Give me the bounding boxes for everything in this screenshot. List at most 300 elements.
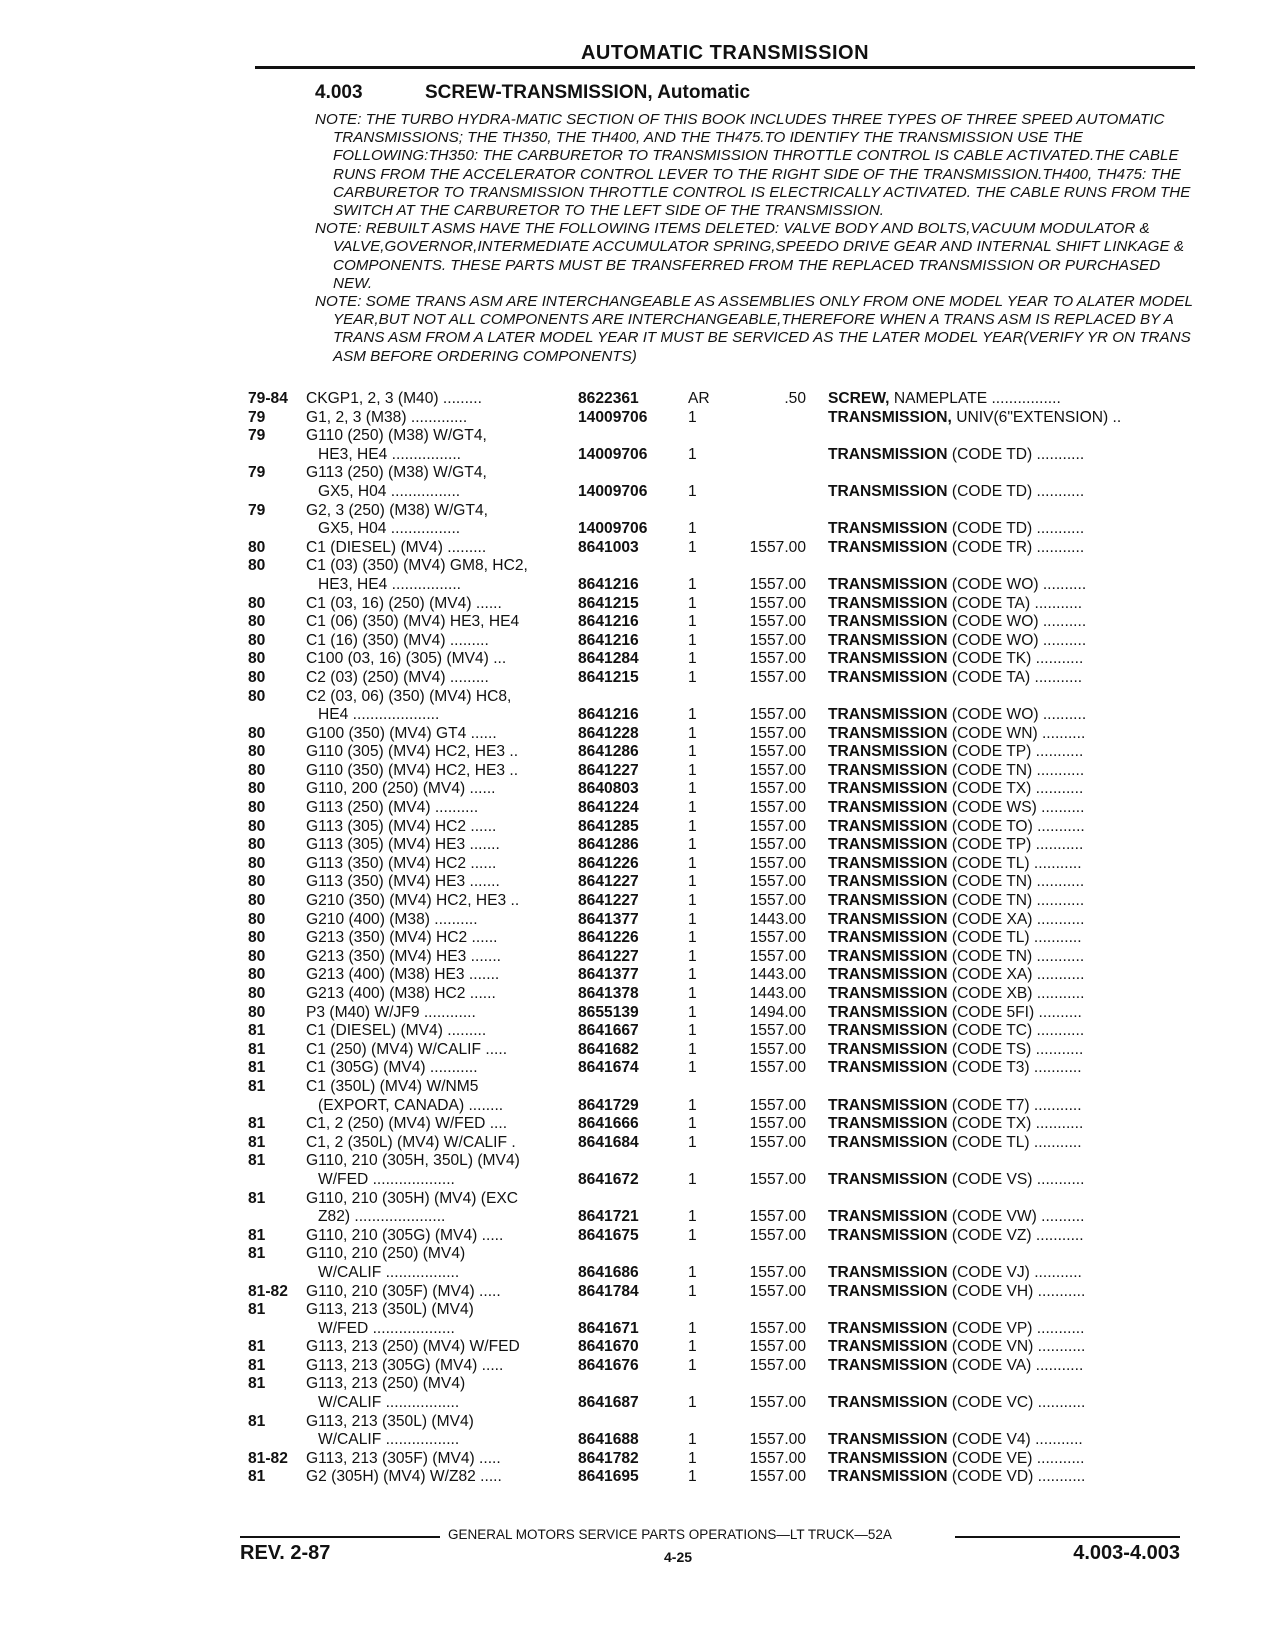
model-year: 80: [248, 613, 266, 631]
table-row: [0, 1152, 1280, 1189]
part-detail: (CODE TL) ...........: [947, 929, 1082, 947]
model-year: 81: [248, 1059, 266, 1077]
part-number: 8641377: [578, 910, 639, 928]
table-row: [0, 929, 1280, 948]
price: 1557.00: [749, 1282, 806, 1300]
part-detail: (CODE TL) ...........: [947, 1133, 1082, 1151]
model-application: [306, 929, 578, 948]
table-row: [0, 650, 1280, 669]
part-detail: (CODE TD) ...........: [947, 445, 1085, 463]
part-name: TRANSMISSION: [828, 445, 948, 463]
part-name: TRANSMISSION: [828, 966, 948, 984]
part-description: [806, 539, 1198, 558]
part-detail: (CODE VZ) ...........: [947, 1226, 1084, 1244]
part-number: 8641224: [578, 799, 639, 817]
part-description: [806, 1338, 1198, 1357]
part-description: [806, 1115, 1198, 1134]
quantity: 1: [688, 1394, 697, 1412]
part-description: [806, 873, 1198, 892]
part-name: TRANSMISSION: [828, 1394, 948, 1412]
part-number: 8641215: [578, 594, 639, 612]
part-detail: (CODE TP) ...........: [947, 836, 1084, 854]
model-line: G213 (400) (M38) HE3 .......: [306, 966, 500, 984]
part-detail: (CODE TN) ...........: [947, 761, 1085, 779]
model-application: [306, 539, 578, 558]
model-line: C1 (16) (350) (MV4) .........: [306, 631, 489, 649]
part-description: [806, 1283, 1198, 1302]
price: 1557.00: [749, 1115, 806, 1133]
model-application: [306, 855, 578, 874]
part-description: [806, 1171, 1198, 1190]
part-detail: (CODE WO) ..........: [947, 631, 1087, 649]
model-line: G113, 213 (350L) (MV4): [306, 1412, 474, 1430]
model-year: 81: [248, 1152, 266, 1170]
part-description: [806, 929, 1198, 948]
price: 1557.00: [749, 594, 806, 612]
model-application: [306, 966, 578, 985]
table-row: [0, 1134, 1280, 1153]
part-detail: (CODE 5FI) ..........: [947, 1003, 1082, 1021]
part-name: SCREW,: [828, 390, 890, 407]
model-line: G2 (305H) (MV4) W/Z82 .....: [306, 1468, 502, 1486]
model-line: G213 (350) (MV4) HE3 .......: [306, 947, 501, 965]
part-detail: (CODE TN) ...........: [947, 873, 1085, 891]
part-detail: (CODE TK) ...........: [947, 650, 1084, 668]
model-line: C1 (250) (MV4) W/CALIF .....: [306, 1040, 508, 1058]
part-name: TRANSMISSION: [828, 1338, 948, 1356]
part-name: TRANSMISSION: [828, 1319, 948, 1337]
part-name: TRANSMISSION: [828, 631, 948, 649]
model-application: [306, 427, 578, 464]
quantity: 1: [688, 575, 697, 593]
part-name: TRANSMISSION: [828, 1003, 948, 1021]
header-rule: [255, 66, 1195, 69]
table-row: [0, 892, 1280, 911]
quantity: 1: [688, 445, 697, 463]
part-description: [806, 762, 1198, 781]
part-number: 8641667: [578, 1022, 639, 1040]
price: 1557.00: [749, 631, 806, 649]
model-line: C1, 2 (350L) (MV4) W/CALIF .: [306, 1133, 516, 1151]
quantity: 1: [688, 1096, 697, 1114]
model-application: [306, 409, 578, 428]
footer-publisher: GENERAL MOTORS SERVICE PARTS OPERATIONS—LT TRUCK—52A: [448, 1527, 892, 1542]
model-line: G113 (250) (MV4) ..........: [306, 799, 479, 817]
model-line: G110 (250) (M38) W/GT4,: [306, 427, 487, 445]
table-row: [0, 669, 1280, 688]
price: 1557.00: [749, 892, 806, 910]
part-number: 14009706: [578, 445, 648, 463]
model-year: 81: [248, 1077, 266, 1095]
part-detail: (CODE XB) ...........: [947, 985, 1085, 1002]
part-name: TRANSMISSION: [828, 1059, 948, 1077]
price: 1494.00: [749, 1003, 806, 1021]
quantity: 1: [688, 873, 697, 891]
model-line: G210 (400) (M38) ..........: [306, 910, 478, 928]
footer-section-range: 4.003-4.003: [1073, 1542, 1180, 1564]
model-year: 79: [248, 408, 266, 426]
quantity: 1: [688, 1115, 697, 1133]
model-application: [306, 1283, 578, 1302]
part-description: [806, 836, 1198, 855]
model-line: W/CALIF .................: [318, 1431, 460, 1449]
part-detail: (CODE WN) ..........: [947, 724, 1086, 742]
part-detail: (CODE VP) ...........: [947, 1319, 1085, 1337]
part-description: [806, 799, 1198, 818]
part-detail: (CODE VC) ...........: [947, 1394, 1086, 1412]
section-name: SCREW-TRANSMISSION, Automatic: [425, 82, 751, 103]
footer-revision: REV. 2-87: [240, 1542, 331, 1564]
part-name: TRANSMISSION: [828, 817, 948, 835]
price: 1557.00: [749, 1059, 806, 1077]
model-line: C1 (03, 16) (250) (MV4) ......: [306, 594, 502, 612]
price: 1557.00: [749, 947, 806, 965]
note-1: NOTE: THE TURBO HYDRA-MATIC SECTION OF THIS BOOK INCLUDES THREE TYPES OF THREE SPEED AUTOMATIC TRANSMISSIONS; THE TH350, THE TH400, AND THE TH475.TO IDENTIFY THE TRANSMISSION USE THE FOLLOWING:TH350: THE CARBURETOR TO TRANSMISSION THROTTLE CONTROL IS CABLE ACTIVATED.THE CABLE RUNS FROM THE ACCELERATOR CONTROL LEVER TO THE RIGHT SIDE OF THE TRANSMISSION.TH400, TH475: THE CARBURETOR TO TRANSMISSION THROTTLE CONTROL IS ELECTRICALLY ACTIVATED. THE CABLE RUNS FROM THE SWITCH AT THE CARBURETOR TO THE LEFT SIDE OF THE TRANSMISSION.: [315, 111, 1191, 220]
price: 1557.00: [749, 1449, 806, 1467]
part-name: TRANSMISSION: [828, 1431, 948, 1449]
price: 1557.00: [749, 929, 806, 947]
model-line: W/CALIF .................: [318, 1263, 460, 1281]
price: 1557.00: [749, 1022, 806, 1040]
part-number: 8641684: [578, 1133, 639, 1151]
quantity: 1: [688, 910, 697, 928]
quantity: 1: [688, 1226, 697, 1244]
part-detail: (CODE TA) ...........: [947, 594, 1083, 612]
price: 1557.00: [749, 706, 806, 724]
table-row: [0, 873, 1280, 892]
part-number: 8641666: [578, 1115, 639, 1133]
table-row: [0, 948, 1280, 967]
model-line: W/CALIF .................: [318, 1394, 460, 1412]
section-title: [315, 82, 750, 104]
table-row: [0, 1022, 1280, 1041]
price: 1557.00: [749, 668, 806, 686]
model-line: G113 (305) (MV4) HE3 .......: [306, 836, 500, 854]
model-application: [306, 390, 578, 409]
model-line: W/FED ...................: [318, 1170, 455, 1188]
table-row: [0, 1190, 1280, 1227]
part-number: 14009706: [578, 520, 648, 538]
model-application: [306, 948, 578, 967]
part-detail: (CODE VH) ...........: [947, 1282, 1086, 1300]
price: 1443.00: [749, 985, 806, 1002]
part-name: TRANSMISSION: [828, 1115, 948, 1133]
part-description: [806, 1450, 1198, 1469]
part-detail: (CODE VN) ...........: [947, 1338, 1086, 1356]
part-detail: (CODE WO) ..........: [947, 575, 1087, 593]
table-row: [0, 1301, 1280, 1338]
model-application: [306, 873, 578, 892]
model-application: [306, 911, 578, 930]
table-row: [0, 1115, 1280, 1134]
part-detail: (CODE VS) ...........: [947, 1170, 1085, 1188]
model-year: 80: [248, 929, 266, 947]
part-description: [806, 725, 1198, 744]
price: 1557.00: [749, 873, 806, 891]
model-application: [306, 1022, 578, 1041]
model-year: 81: [248, 1338, 266, 1356]
model-line: G113, 213 (305G) (MV4) .....: [306, 1356, 504, 1374]
part-detail: (CODE VE) ...........: [947, 1449, 1085, 1467]
model-application: [306, 1245, 578, 1282]
price: 1557.00: [749, 1263, 806, 1281]
part-description: [806, 669, 1198, 688]
part-number: 8641227: [578, 947, 639, 965]
part-description: [806, 1227, 1198, 1246]
model-year: 80: [248, 873, 266, 891]
model-application: [306, 502, 578, 539]
price: 1557.00: [749, 1356, 806, 1374]
part-number: 8641226: [578, 929, 639, 947]
part-description: [806, 706, 1198, 725]
table-row: [0, 427, 1280, 464]
part-detail: (CODE TX) ...........: [947, 780, 1084, 798]
part-number: 8641227: [578, 761, 639, 779]
model-application: [306, 1115, 578, 1134]
model-line: G113, 213 (350L) (MV4): [306, 1301, 474, 1319]
model-application: [306, 836, 578, 855]
part-detail: (CODE VW) ..........: [947, 1208, 1085, 1226]
part-number: 8641671: [578, 1319, 639, 1337]
part-name: TRANSMISSION: [828, 1208, 948, 1226]
model-year: 81: [248, 1468, 266, 1486]
quantity: 1: [688, 1338, 697, 1356]
part-number: 8641285: [578, 817, 639, 835]
part-detail: (CODE T3) ...........: [947, 1059, 1082, 1077]
model-application: [306, 725, 578, 744]
part-description: [806, 1320, 1198, 1339]
model-year: 80: [248, 687, 266, 705]
model-year: 80: [248, 724, 266, 742]
part-description: [806, 1041, 1198, 1060]
model-line: G113, 213 (250) (MV4) W/FED: [306, 1338, 520, 1356]
model-year: 81: [248, 1226, 266, 1244]
model-year: 81: [248, 1412, 266, 1430]
part-name: TRANSMISSION: [828, 1468, 948, 1486]
quantity: 1: [688, 854, 697, 872]
model-application: [306, 1041, 578, 1060]
part-name: TRANSMISSION: [828, 594, 948, 612]
part-number: 8641688: [578, 1431, 639, 1449]
part-number: 8655139: [578, 1003, 639, 1021]
part-name: TRANSMISSION: [828, 1040, 948, 1058]
part-detail: (CODE TD) ...........: [947, 520, 1085, 538]
model-year: 79: [248, 427, 266, 445]
quantity: 1: [688, 743, 697, 761]
model-line: G113 (350) (MV4) HC2 ......: [306, 854, 497, 872]
quantity: 1: [688, 1208, 697, 1226]
table-row: [0, 725, 1280, 744]
part-description: [806, 446, 1198, 465]
model-application: [306, 1468, 578, 1487]
part-number: 8640803: [578, 780, 639, 798]
part-description: [806, 483, 1198, 502]
quantity: 1: [688, 1356, 697, 1374]
quantity: 1: [688, 1040, 697, 1058]
price: 1557.00: [749, 724, 806, 742]
note-2: NOTE: REBUILT ASMS HAVE THE FOLLOWING ITEMS DELETED: VALVE BODY AND BOLTS,VACUUM MODULATOR & VALVE,GOVERNOR,INTERMEDIATE ACCUMULATOR SPRING,SPEEDO DRIVE GEAR AND INTERNAL SHIFT LINKAGE & COMPONENTS. THESE PARTS MUST BE TRANSFERRED FROM THE REPLACED TRANSMISSION OR PURCHASED NEW.: [315, 220, 1184, 292]
quantity: 1: [688, 631, 697, 649]
model-application: [306, 557, 578, 594]
footer-rule-left: [240, 1536, 440, 1538]
quantity: AR: [688, 390, 710, 407]
quantity: 1: [688, 538, 697, 556]
parts-table: [0, 390, 1280, 1487]
model-line: G1, 2, 3 (M38) .............: [306, 408, 468, 426]
price: 1557.00: [749, 761, 806, 779]
part-name: TRANSMISSION: [828, 1226, 948, 1244]
quantity: 1: [688, 1319, 697, 1337]
part-name: TRANSMISSION: [828, 1263, 948, 1281]
model-application: [306, 1134, 578, 1153]
price: 1557.00: [749, 613, 806, 631]
part-number: 8641226: [578, 854, 639, 872]
table-row: [0, 595, 1280, 614]
part-description: [806, 1264, 1198, 1283]
model-line: G213 (350) (MV4) HC2 ......: [306, 929, 498, 947]
model-year: 80: [248, 538, 266, 556]
part-name: TRANSMISSION: [828, 780, 948, 798]
part-detail: NAMEPLATE ................: [889, 390, 1061, 407]
model-application: [306, 1059, 578, 1078]
table-row: [0, 1413, 1280, 1450]
price: 1557.00: [749, 1096, 806, 1114]
quantity: 1: [688, 1059, 697, 1077]
part-number: 8641729: [578, 1096, 639, 1114]
part-number: 8641286: [578, 743, 639, 761]
part-detail: (CODE TR) ...........: [947, 538, 1085, 556]
model-year: 81: [248, 1040, 266, 1058]
table-row: [0, 464, 1280, 501]
model-year: 80: [248, 650, 266, 668]
model-line: CKGP1, 2, 3 (M40) .........: [306, 390, 482, 407]
table-row: [0, 855, 1280, 874]
model-application: [306, 688, 578, 725]
model-application: [306, 1190, 578, 1227]
model-application: [306, 1227, 578, 1246]
part-detail: (CODE TN) ...........: [947, 892, 1085, 910]
part-number: 8641227: [578, 892, 639, 910]
table-row: [0, 818, 1280, 837]
quantity: 1: [688, 668, 697, 686]
table-row: [0, 1357, 1280, 1376]
model-year: 80: [248, 799, 266, 817]
model-line: G110, 210 (305F) (MV4) .....: [306, 1282, 501, 1300]
part-name: TRANSMISSION: [828, 613, 948, 631]
price: 1557.00: [749, 1170, 806, 1188]
part-description: [806, 1468, 1198, 1487]
model-year: 81: [248, 1356, 266, 1374]
part-name: TRANSMISSION: [828, 873, 948, 891]
part-detail: (CODE WO) ..........: [947, 613, 1087, 631]
quantity: 1: [688, 985, 697, 1002]
model-year: 80: [248, 892, 266, 910]
section-number: 4.003: [315, 82, 363, 103]
part-description: [806, 818, 1198, 837]
model-line: C1 (06) (350) (MV4) HE3, HE4: [306, 613, 520, 631]
part-number: 8641216: [578, 631, 639, 649]
part-detail: (CODE TC) ...........: [947, 1022, 1085, 1040]
part-number: 8641377: [578, 966, 639, 984]
model-line: G113 (350) (MV4) HE3 .......: [306, 873, 500, 891]
quantity: 1: [688, 520, 697, 538]
model-line: G110, 210 (250) (MV4): [306, 1245, 466, 1263]
part-number: 8641687: [578, 1394, 639, 1412]
part-number: 8641216: [578, 613, 639, 631]
table-row: [0, 632, 1280, 651]
table-row: [0, 911, 1280, 930]
part-number: 8641216: [578, 706, 639, 724]
model-year: 80: [248, 761, 266, 779]
model-application: [306, 595, 578, 614]
table-row: [0, 539, 1280, 558]
model-year: 81: [248, 1245, 266, 1263]
model-year: 80: [248, 836, 266, 854]
part-name: TRANSMISSION: [828, 910, 948, 928]
part-name: TRANSMISSION: [828, 1133, 948, 1151]
model-line: G113 (305) (MV4) HC2 ......: [306, 817, 497, 835]
model-application: [306, 1078, 578, 1115]
part-description: [806, 1022, 1198, 1041]
price: 1557.00: [749, 1319, 806, 1337]
table-row: [0, 780, 1280, 799]
model-year: 80: [248, 985, 266, 1002]
model-application: [306, 1375, 578, 1412]
model-line: C100 (03, 16) (305) (MV4) ...: [306, 650, 507, 668]
model-line: HE3, HE4 ................: [318, 445, 461, 463]
price: 1557.00: [749, 1338, 806, 1356]
part-description: [806, 576, 1198, 595]
model-line: W/FED ...................: [318, 1319, 455, 1337]
part-description: [806, 520, 1198, 539]
model-year: 81: [248, 1022, 266, 1040]
table-row: [0, 502, 1280, 539]
part-name: TRANSMISSION: [828, 520, 948, 538]
model-application: [306, 1152, 578, 1189]
model-application: [306, 799, 578, 818]
part-number: 8622361: [578, 390, 639, 407]
quantity: 1: [688, 706, 697, 724]
table-row: [0, 836, 1280, 855]
price: 1557.00: [749, 575, 806, 593]
model-line: Z82) .....................: [318, 1208, 446, 1226]
price: 1557.00: [749, 650, 806, 668]
model-line: G110, 200 (250) (MV4) ......: [306, 780, 496, 798]
part-description: [806, 1097, 1198, 1116]
part-detail: UNIV(6"EXTENSION) ..: [951, 408, 1122, 426]
part-name: TRANSMISSION: [828, 482, 948, 500]
table-row: [0, 743, 1280, 762]
part-name: TRANSMISSION: [828, 706, 948, 724]
part-number: 8641215: [578, 668, 639, 686]
table-row: [0, 557, 1280, 594]
price: 1557.00: [749, 1226, 806, 1244]
part-name: TRANSMISSION: [828, 1449, 948, 1467]
part-number: 8641284: [578, 650, 639, 668]
model-line: G113, 213 (305F) (MV4) .....: [306, 1449, 501, 1467]
model-line: C1 (350L) (MV4) W/NM5: [306, 1077, 479, 1095]
model-application: [306, 892, 578, 911]
model-line: GX5, H04 ................: [318, 482, 461, 500]
part-detail: (CODE VJ) ...........: [947, 1263, 1082, 1281]
part-name: TRANSMISSION: [828, 575, 948, 593]
table-row: [0, 1078, 1280, 1115]
model-line: HE4 ....................: [318, 706, 440, 724]
model-application: [306, 780, 578, 799]
part-number: 8641674: [578, 1059, 639, 1077]
model-application: [306, 818, 578, 837]
table-row: [0, 985, 1280, 1004]
